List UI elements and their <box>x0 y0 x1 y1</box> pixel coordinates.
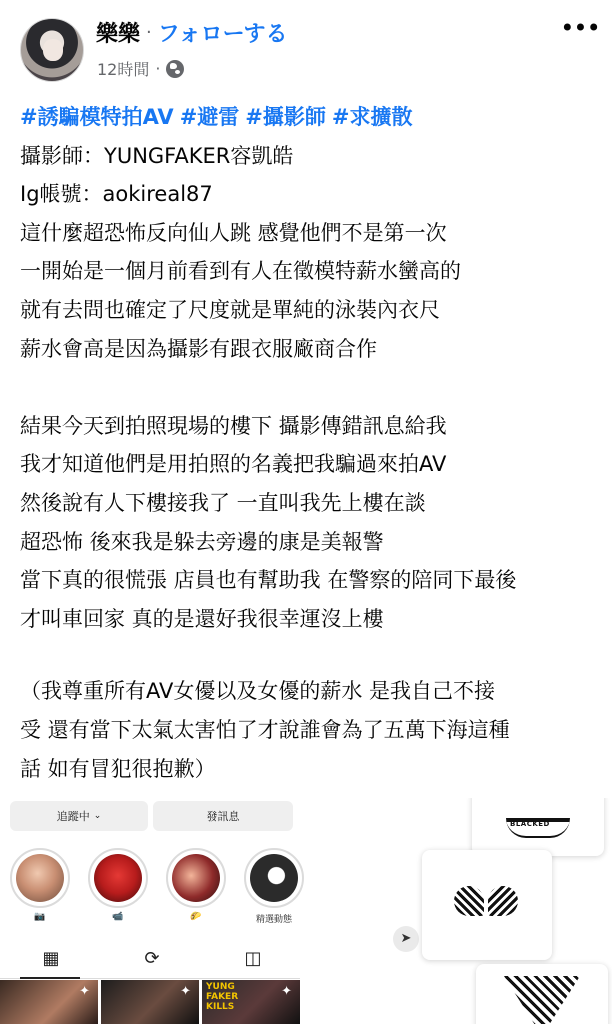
send-icon: ➤ <box>393 926 419 952</box>
message-label: 發訊息 <box>206 810 240 823</box>
post-line: 這什麼超恐怖反向仙人跳 感覺他們不是第一次 <box>20 220 447 245</box>
product-image <box>488 886 518 916</box>
product-image <box>454 886 484 916</box>
user-name[interactable]: 樂樂 <box>96 21 141 47</box>
reels-icon: ⟳ <box>144 948 160 969</box>
active-tab-indicator <box>20 977 80 979</box>
highlight-circle <box>244 848 304 908</box>
globe-icon <box>166 60 184 78</box>
post-line: 攝影師：YUNGFAKER容凱皓 <box>20 143 294 168</box>
post-line: 然後說有人下樓接我了 一直叫我先上樓在談 <box>20 490 426 515</box>
post-line: 我才知道他們是用拍照的名義把我騙過來拍AV <box>20 452 447 477</box>
highlight-image <box>250 854 298 902</box>
grid-thumbnail <box>202 980 300 1024</box>
highlight-image <box>94 854 142 902</box>
product-card <box>476 964 608 1024</box>
highlight-label: 📹 <box>112 912 124 922</box>
following-button <box>10 801 148 831</box>
brand-label: BLACKED <box>510 820 550 828</box>
disclaimer-line: 話 如有冒犯很抱歉） <box>20 757 216 781</box>
post-line: 一開始是一個月前看到有人在徵模特薪水蠻高的 <box>20 259 461 284</box>
thumbnail-caption: YUNG FAKER KILLS <box>206 982 239 1012</box>
grid-thumbnail <box>0 980 98 1024</box>
highlight-label: 📷 <box>34 912 46 922</box>
disclaimer <box>20 672 600 789</box>
hashtag-link[interactable]: #攝影師 <box>245 105 326 129</box>
meta-dot: · <box>155 59 161 78</box>
post-meta <box>97 57 184 80</box>
highlight-circle <box>166 848 226 908</box>
follow-button[interactable]: フォローする <box>157 21 288 47</box>
pin-icon: ✦ <box>180 984 191 999</box>
post-line: 就有去問也確定了尺度就是單純的泳裝內衣尺 <box>20 297 440 322</box>
hashtag-link[interactable]: #求擴散 <box>331 105 413 129</box>
name-row <box>96 17 288 47</box>
highlight-circle <box>10 848 70 908</box>
highlight-image <box>172 854 220 902</box>
more-options-icon[interactable]: ••• <box>560 14 600 42</box>
post-line: Ig帳號：aokireal87 <box>20 182 213 207</box>
grid-icon: ▦ <box>42 948 60 969</box>
separator-dot: · <box>146 21 152 43</box>
hashtag-link[interactable]: #避雷 <box>179 105 240 129</box>
hashtag-row <box>20 98 600 137</box>
highlight-image <box>16 854 64 902</box>
following-label: 追蹤中 <box>56 810 90 823</box>
hashtag-link[interactable]: #誘騙模特拍AV <box>20 105 174 129</box>
post-line: 薪水會高是因為攝影有跟衣服廠商合作 <box>20 336 377 361</box>
grid-thumbnail <box>101 980 199 1024</box>
post-line: 才叫車回家 真的是還好我很幸運沒上樓 <box>20 606 384 631</box>
product-card <box>472 798 604 856</box>
product-image <box>504 976 580 1024</box>
pin-icon: ✦ <box>79 984 90 999</box>
chevron-down-icon: ⌄ <box>93 811 102 821</box>
disclaimer-line: 受 還有當下太氣太害怕了才說誰會為了五萬下海這種 <box>20 718 510 742</box>
post-timestamp[interactable]: 12時間 <box>97 60 150 79</box>
post-line <box>20 368 600 407</box>
post-line: 結果今天到拍照現場的樓下 攝影傳錯訊息給我 <box>20 413 447 438</box>
post-line: 當下真的很慌張 店員也有幫助我 在警察的陪同下最後 <box>20 568 517 593</box>
product-card <box>422 850 552 960</box>
disclaimer-line: （我尊重所有AV女優以及女優的薪水 是我自己不接 <box>20 679 496 703</box>
post-header <box>0 0 612 92</box>
highlight-label: 🌮 <box>190 912 202 922</box>
tagged-icon: ◫ <box>244 948 262 969</box>
post-image[interactable] <box>0 798 612 1024</box>
profile-avatar[interactable] <box>20 18 84 82</box>
highlight-circle <box>88 848 148 908</box>
post-line: 超恐怖 後來我是躲去旁邊的康是美報警 <box>20 529 384 554</box>
post-body <box>20 98 600 638</box>
highlight-label: 精選動態 <box>255 915 292 925</box>
message-button <box>153 801 293 831</box>
pin-icon: ✦ <box>281 984 292 999</box>
